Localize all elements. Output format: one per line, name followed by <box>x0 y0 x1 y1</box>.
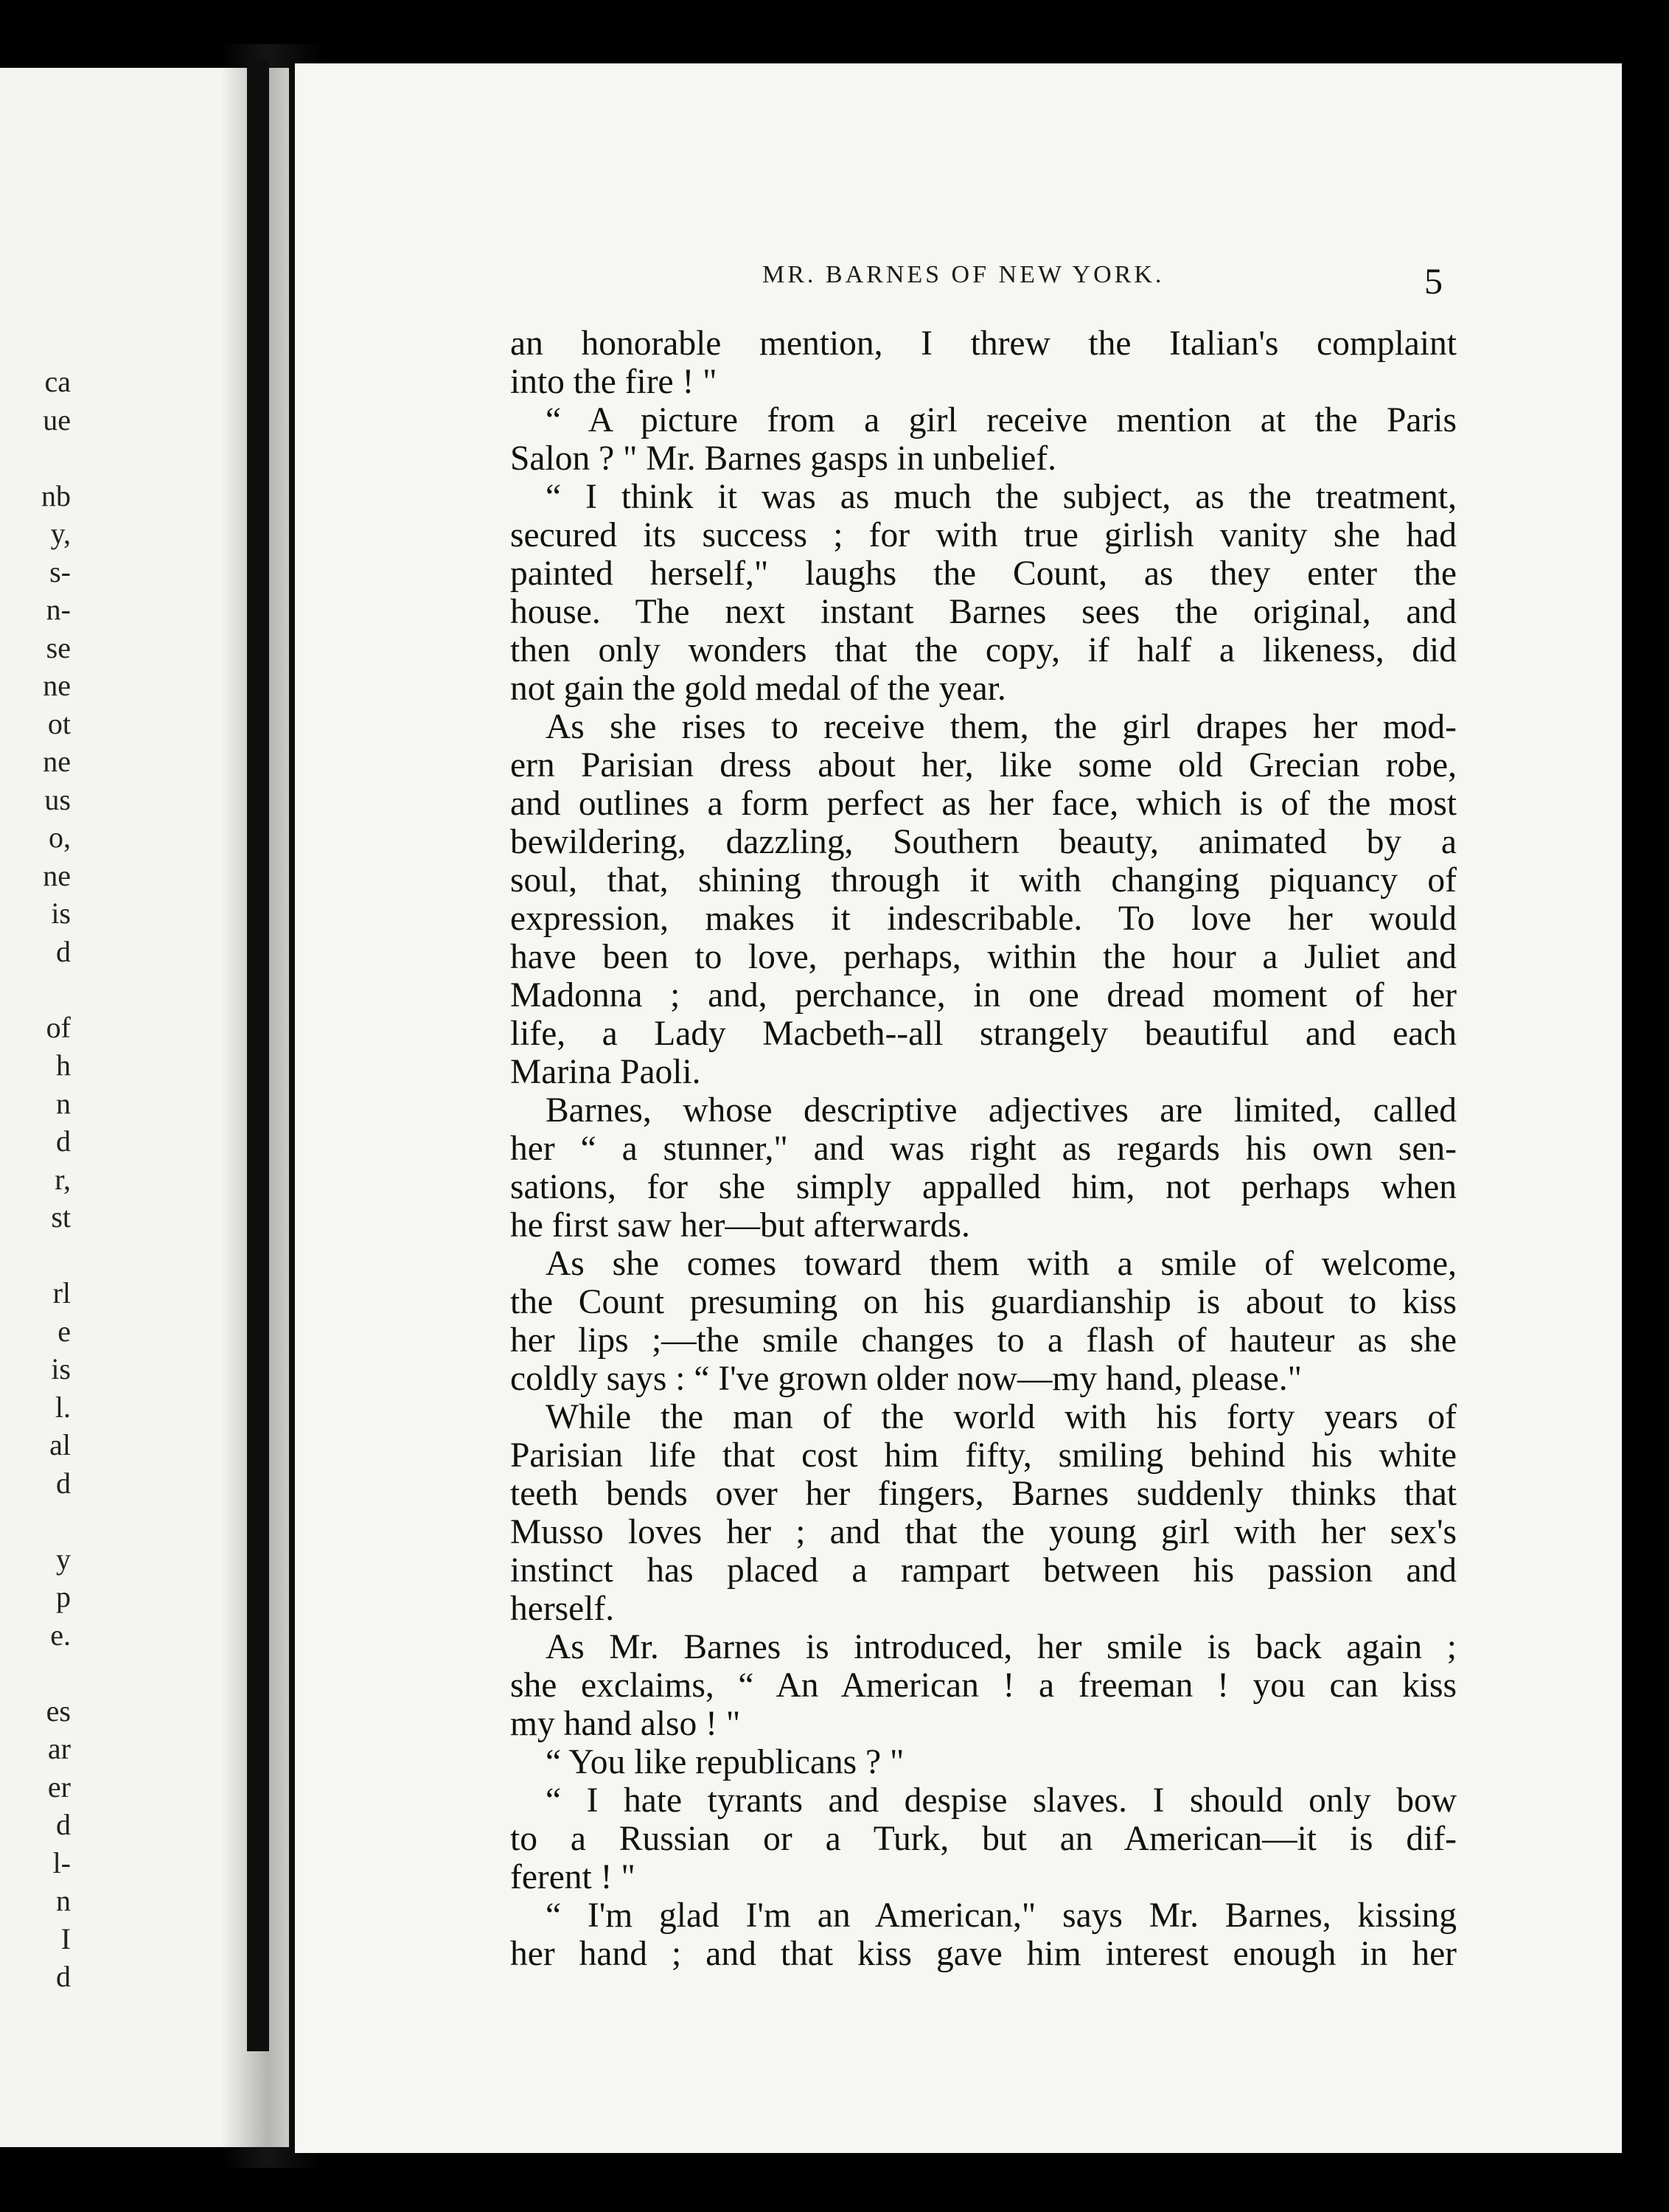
facing-page-fragment: y, <box>50 517 71 550</box>
text-line: have been to love, perhaps, within the hour a Juliet and <box>510 938 1457 976</box>
text-line: “ I hate tyrants and despise slaves. I should only bow <box>546 1781 1457 1820</box>
text-line: Salon ? " Mr. Barnes gasps in unbelief. <box>510 439 1057 478</box>
text-line: “ I think it was as much the subject, as the treatment, <box>546 478 1457 516</box>
text-line: secured its success ; for with true girlish vanity she had <box>510 516 1457 554</box>
facing-page-fragment <box>0 1654 71 1692</box>
text-line: an honorable mention, I threw the Italian's complaint <box>510 324 1457 363</box>
text-line: “ I'm glad I'm an American," says Mr. Barnes, kissing <box>546 1896 1457 1935</box>
facing-page-fragment: e. <box>50 1618 71 1652</box>
text-line: Marina Paoli. <box>510 1053 701 1091</box>
text-line: bewildering, dazzling, Southern beauty, animated by a <box>510 823 1457 861</box>
text-line: to a Russian or a Turk, but an American—it is dif- <box>510 1820 1457 1858</box>
text-line: While the man of the world with his forty years of <box>546 1398 1457 1436</box>
facing-page-fragment: ca <box>44 365 71 398</box>
text-line: As she rises to receive them, the girl drapes her mod- <box>546 708 1457 746</box>
facing-page-fragment <box>0 1502 71 1540</box>
facing-page-fragment: n <box>56 1086 71 1120</box>
text-line: As Mr. Barnes is introduced, her smile is back again ; <box>546 1628 1457 1666</box>
text-line: not gain the gold medal of the year. <box>510 669 1006 708</box>
text-line: Barnes, whose descriptive adjectives are limited, called <box>546 1091 1457 1130</box>
text-line: As she comes toward them with a smile of welcome, <box>546 1245 1457 1283</box>
facing-page-fragment: es <box>46 1694 71 1728</box>
facing-page-fragment: o, <box>49 821 71 854</box>
facing-page-fragment: n- <box>46 593 71 626</box>
text-line: coldly says : “ I've grown older now—my hand, please." <box>510 1360 1303 1398</box>
facing-page-fragment: ue <box>43 403 71 437</box>
text-line: expression, makes it indescribable. To love her would <box>510 900 1457 938</box>
text-line: her hand ; and that kiss gave him interest enough in her <box>510 1935 1457 1973</box>
facing-page-fragment: s- <box>49 554 71 588</box>
text-line: and outlines a form perfect as her face, which is of the most <box>510 785 1457 823</box>
text-line: Musso loves her ; and that the young girl with her sex's <box>510 1513 1457 1551</box>
facing-page-fragment: ar <box>47 1732 71 1765</box>
facing-page-fragment: y <box>56 1542 71 1576</box>
facing-page-fragment: d <box>56 1960 71 1993</box>
facing-page-fragment: r, <box>55 1162 71 1196</box>
text-line: “ A picture from a girl receive mention at the Paris <box>546 401 1457 439</box>
text-line: into the fire ! " <box>510 363 717 401</box>
text-line: her “ a stunner," and was right as regards his own sen- <box>510 1130 1457 1168</box>
facing-page-fragment: us <box>44 782 71 816</box>
facing-page-fragment: ne <box>43 858 71 892</box>
running-head: MR. BARNES OF NEW YORK. <box>762 261 1165 288</box>
facing-page-fragment: n <box>56 1884 71 1917</box>
facing-page-fragment <box>0 970 71 1009</box>
facing-page-fragment: is <box>51 1352 71 1385</box>
text-line: herself. <box>510 1590 615 1628</box>
text-line: ferent ! " <box>510 1858 635 1896</box>
facing-page-fragment: er <box>47 1770 71 1804</box>
text-line: soul, that, shining through it with changing piquancy of <box>510 861 1457 900</box>
facing-page-fragment: st <box>51 1200 71 1234</box>
text-line: life, a Lady Macbeth--all strangely beautiful and each <box>510 1015 1457 1053</box>
text-line: Parisian life that cost him fifty, smiling behind his white <box>510 1436 1457 1475</box>
text-line: then only wonders that the copy, if half a likeness, did <box>510 631 1457 669</box>
facing-page-fragment: al <box>49 1428 71 1461</box>
text-line: “ You like republicans ? " <box>546 1743 905 1781</box>
facing-page-fragment: se <box>46 630 71 664</box>
text-line: my hand also ! " <box>510 1705 741 1743</box>
facing-page-fragment: d <box>56 1124 71 1158</box>
text-line: her lips ;—the smile changes to a flash of hauteur as she <box>510 1321 1457 1360</box>
facing-page-fragment: h <box>56 1048 71 1082</box>
facing-page-fragment: l. <box>55 1390 71 1424</box>
facing-page-fragment: p <box>56 1580 71 1613</box>
facing-page-fragment: of <box>46 1010 71 1044</box>
facing-page-fragment <box>0 1237 71 1275</box>
facing-page-fragment: I <box>60 1921 71 1955</box>
text-line: he first saw her—but afterwards. <box>510 1206 970 1245</box>
facing-page-text-fragments <box>0 363 71 1996</box>
facing-page-fragment: ne <box>43 745 71 778</box>
facing-page-fragment: d <box>56 1808 71 1841</box>
facing-page-fragment: d <box>56 1466 71 1500</box>
facing-page-fragment: nb <box>41 479 71 512</box>
text-line: Madonna ; and, perchance, in one dread moment of her <box>510 976 1457 1015</box>
text-line: house. The next instant Barnes sees the original, and <box>510 593 1457 631</box>
text-line: ern Parisian dress about her, like some old Grecian robe, <box>510 746 1457 785</box>
facing-page-fragment: d <box>56 934 71 968</box>
text-line: teeth bends over her fingers, Barnes suddenly thinks that <box>510 1475 1457 1513</box>
facing-page-fragment: rl <box>52 1276 71 1310</box>
facing-page-fragment: e <box>58 1314 71 1348</box>
text-line: painted herself," laughs the Count, as they enter the <box>510 554 1457 593</box>
text-line: the Count presuming on his guardianship is about to kiss <box>510 1283 1457 1321</box>
facing-page-fragment: is <box>51 897 71 930</box>
text-line: sations, for she simply appalled him, not perhaps when <box>510 1168 1457 1206</box>
facing-page-fragment: l- <box>52 1846 71 1879</box>
text-line: instinct has placed a rampart between his passion and <box>510 1551 1457 1590</box>
text-line: she exclaims, “ An American ! a freeman ! you can kiss <box>510 1666 1457 1705</box>
facing-page-fragment: ot <box>47 706 71 740</box>
page-body-text <box>510 324 1457 1973</box>
page-number: 5 <box>1424 260 1443 302</box>
facing-page-fragment <box>0 439 71 477</box>
book-binding <box>247 60 269 2051</box>
facing-page-fragment: ne <box>43 669 71 702</box>
